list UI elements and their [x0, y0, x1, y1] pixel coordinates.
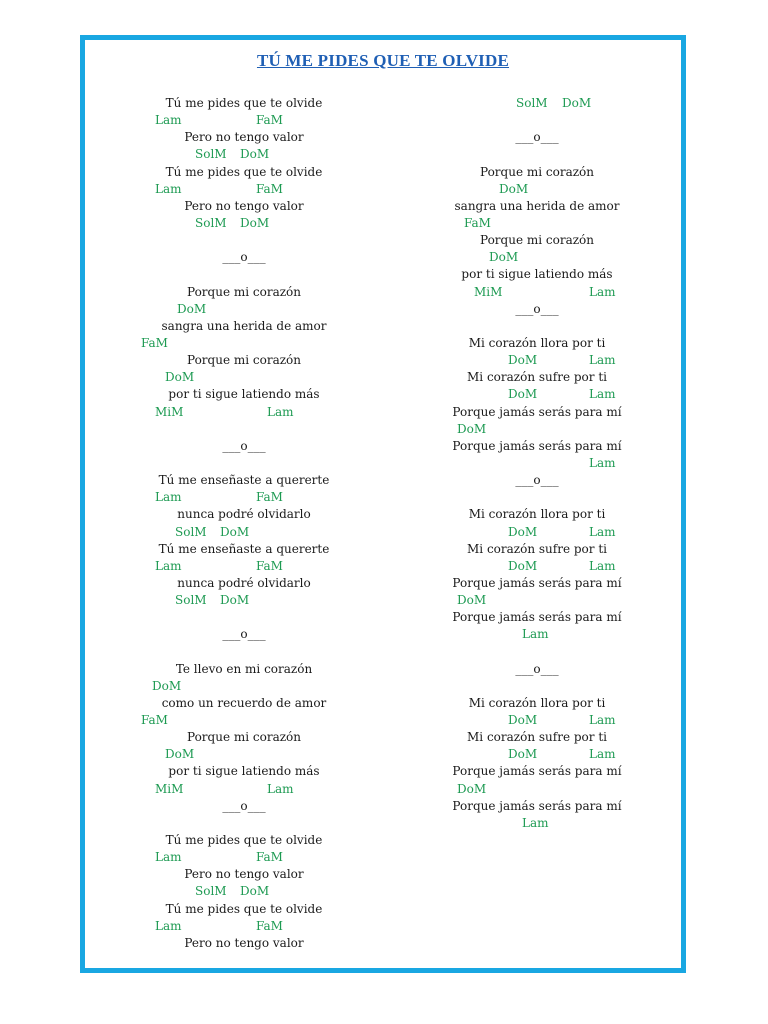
chord-label: Lam — [155, 850, 182, 865]
lyric-line: por ti sigue latiendo más — [168, 387, 320, 402]
chord-label: DoM — [508, 747, 538, 762]
chord-label: Lam — [589, 558, 616, 573]
chord-line — [402, 181, 672, 198]
lyric-line: Te llevo en mi corazón — [175, 661, 313, 676]
lyric-line: sangra una herida de amor — [454, 198, 620, 213]
chord-label: SolM — [175, 593, 207, 608]
lyric-line: Tú me pides que te olvide — [165, 901, 323, 916]
lyric-line: sangra una herida de amor — [161, 318, 327, 333]
chord-label: DoM — [562, 96, 592, 110]
chord-line — [109, 918, 379, 935]
blank-line — [109, 609, 379, 626]
lyric-line: Mi corazón llora por ti — [468, 335, 606, 350]
chord-label: Lam — [589, 284, 616, 299]
chord-label: Lam — [155, 558, 182, 573]
chord-label: FaM — [256, 113, 283, 128]
chord-label: SolM — [175, 524, 207, 539]
chord-label: Lam — [589, 353, 616, 368]
chord-line — [109, 404, 379, 421]
chord-line — [109, 558, 379, 575]
blank-line — [109, 232, 379, 249]
blank-line — [402, 146, 672, 163]
chord-label: SolM — [516, 96, 548, 110]
blank-line — [402, 644, 672, 661]
chord-label: DoM — [508, 387, 538, 402]
chord-line — [109, 746, 379, 763]
lyric-line: Tú me pides que te olvide — [165, 833, 323, 848]
chord-line — [109, 301, 379, 318]
blank-line — [402, 318, 672, 335]
blank-line — [109, 455, 379, 472]
chord-label: FaM — [141, 713, 168, 728]
chord-line — [402, 524, 672, 541]
chord-label: Lam — [589, 713, 616, 728]
lyric-line: Mi corazón llora por ti — [468, 507, 606, 522]
chord-line — [402, 421, 672, 438]
lyric-line: Porque jamás serás para mí — [452, 404, 622, 419]
chord-line — [402, 626, 672, 643]
verse-separator: ___o___ — [222, 627, 266, 642]
chord-label: MiM — [155, 404, 184, 419]
chord-line — [402, 352, 672, 369]
lyric-line: Porque mi corazón — [479, 233, 595, 248]
right-column — [402, 95, 672, 832]
chord-label: Lam — [522, 627, 549, 642]
verse-separator: ___o___ — [515, 661, 559, 676]
chord-line — [109, 712, 379, 729]
blank-line — [109, 644, 379, 661]
chord-line — [402, 249, 672, 266]
lyric-line: Pero no tengo valor — [184, 935, 304, 950]
chord-label: DoM — [508, 713, 538, 728]
chord-label: DoM — [489, 250, 519, 265]
lyric-line: Porque mi corazón — [479, 164, 595, 179]
left-column — [109, 95, 379, 952]
chord-label: SolM — [195, 884, 227, 899]
chord-label: MiM — [474, 284, 503, 299]
chord-label: DoM — [508, 353, 538, 368]
chord-label: DoM — [165, 747, 195, 762]
chord-label: FaM — [464, 215, 491, 230]
chord-label: DoM — [152, 678, 182, 693]
chord-label: DoM — [220, 593, 250, 608]
chord-label: DoM — [508, 524, 538, 539]
chord-label: Lam — [267, 404, 294, 419]
lyric-line: Mi corazón llora por ti — [468, 695, 606, 710]
lyric-line: Pero no tengo valor — [184, 130, 304, 145]
chord-line — [109, 678, 379, 695]
lyric-line: Tú me pides que te olvide — [165, 164, 323, 179]
chord-label: Lam — [522, 815, 549, 830]
chord-line — [402, 746, 672, 763]
chord-label: DoM — [499, 181, 529, 196]
chord-label: Lam — [155, 113, 182, 128]
chord-label: DoM — [457, 593, 487, 608]
verse-separator: ___o___ — [222, 798, 266, 813]
chord-label: FaM — [256, 918, 283, 933]
chord-label: SolM — [195, 147, 227, 162]
lyric-line: Tú me pides que te olvide — [165, 96, 323, 110]
lyric-line: nunca podré olvidarlo — [177, 507, 311, 522]
lyric-line: Porque mi corazón — [186, 353, 302, 368]
lyric-line: Porque jamás serás para mí — [452, 798, 622, 813]
blank-line — [402, 489, 672, 506]
lyric-line: nunca podré olvidarlo — [177, 575, 311, 590]
chord-label: DoM — [220, 524, 250, 539]
chord-label: DoM — [508, 558, 538, 573]
lyric-line: Porque jamás serás para mí — [452, 764, 622, 779]
lyric-line: como un recuerdo de amor — [161, 695, 327, 710]
lyric-line: Mi corazón sufre por ti — [467, 541, 607, 556]
chord-label: DoM — [165, 370, 195, 385]
chord-line — [109, 369, 379, 386]
chord-line — [109, 489, 379, 506]
chord-label: FaM — [141, 335, 168, 350]
verse-separator: ___o___ — [222, 438, 266, 453]
blank-line — [402, 678, 672, 695]
chord-label: Lam — [155, 918, 182, 933]
lyric-line: Mi corazón sufre por ti — [467, 370, 607, 385]
lyric-line: Porque mi corazón — [186, 730, 302, 745]
lyric-line: Porque jamás serás para mí — [452, 610, 622, 625]
verse-separator: ___o___ — [515, 130, 559, 145]
page-frame — [80, 35, 686, 973]
chord-label: Lam — [589, 387, 616, 402]
chord-label: Lam — [589, 524, 616, 539]
chord-line — [109, 883, 379, 900]
lyric-line: Porque jamás serás para mí — [452, 575, 622, 590]
blank-line — [402, 112, 672, 129]
chord-line — [402, 215, 672, 232]
chord-label: DoM — [240, 884, 270, 899]
chord-label: DoM — [177, 301, 207, 316]
blank-line — [109, 815, 379, 832]
chord-label: Lam — [267, 781, 294, 796]
chord-line — [402, 284, 672, 301]
song-title: TÚ ME PIDES QUE TE OLVIDE — [256, 51, 510, 70]
lyric-line: Pero no tengo valor — [184, 198, 304, 213]
lyric-line: Porque jamás serás para mí — [452, 438, 622, 453]
verse-separator: ___o___ — [515, 473, 559, 488]
chord-label: Lam — [589, 747, 616, 762]
verse-separator: ___o___ — [515, 301, 559, 316]
chord-line — [109, 335, 379, 352]
chord-line — [109, 849, 379, 866]
chord-line — [402, 95, 672, 112]
chord-line — [109, 181, 379, 198]
chord-line — [109, 146, 379, 163]
chord-line — [402, 815, 672, 832]
chord-label: Lam — [155, 181, 182, 196]
chord-label: Lam — [589, 455, 616, 470]
chord-label: Lam — [155, 490, 182, 505]
chord-line — [402, 455, 672, 472]
lyric-line: por ti sigue latiendo más — [461, 267, 613, 282]
lyric-line: Tú me enseñaste a quererte — [158, 541, 330, 556]
chord-line — [402, 386, 672, 403]
chord-label: DoM — [240, 215, 270, 230]
chord-line — [109, 112, 379, 129]
chord-label: FaM — [256, 558, 283, 573]
chord-label: FaM — [256, 181, 283, 196]
chord-line — [402, 592, 672, 609]
lyric-line: Mi corazón sufre por ti — [467, 730, 607, 745]
chord-line — [402, 712, 672, 729]
lyric-line: Porque mi corazón — [186, 284, 302, 299]
chord-label: DoM — [240, 147, 270, 162]
lyric-line: por ti sigue latiendo más — [168, 764, 320, 779]
lyric-line: Pero no tengo valor — [184, 867, 304, 882]
chord-line — [402, 558, 672, 575]
chord-line — [109, 215, 379, 232]
chord-label: FaM — [256, 490, 283, 505]
blank-line — [109, 421, 379, 438]
chord-label: SolM — [195, 215, 227, 230]
blank-line — [109, 266, 379, 283]
chord-line — [402, 781, 672, 798]
chord-line — [109, 781, 379, 798]
chord-line — [109, 592, 379, 609]
chord-label: DoM — [457, 781, 487, 796]
verse-separator: ___o___ — [222, 250, 266, 265]
chord-line — [109, 524, 379, 541]
chord-label: FaM — [256, 850, 283, 865]
chord-label: DoM — [457, 421, 487, 436]
chord-label: MiM — [155, 781, 184, 796]
lyric-line: Tú me enseñaste a quererte — [158, 473, 330, 488]
